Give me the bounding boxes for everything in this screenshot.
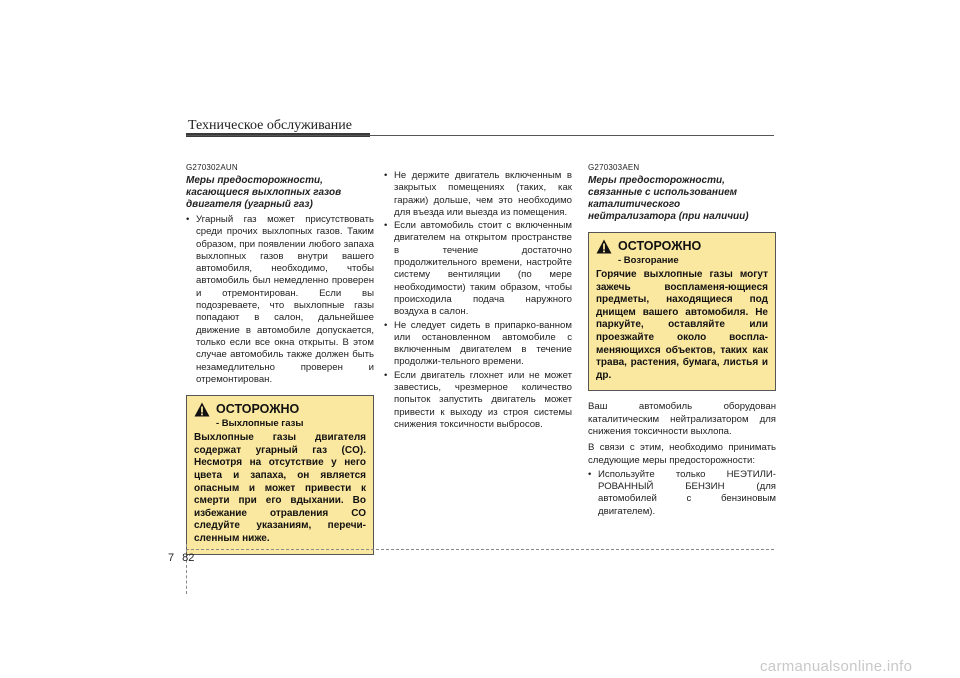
list-item: • Используйте только НЕЭТИЛИ-РОВАННЫЙ БЕНЗИН (для автомобилей с бензиновым двигателем). [588, 469, 776, 518]
warning-subtitle: - Возгорание [618, 255, 679, 266]
paragraph: В связи с этим, необходимо принимать следующие меры предосторожности: [588, 442, 776, 466]
paragraph: Ваш автомобиль оборудован каталитическим нейтрализатором для снижения токсичности выхлопа. [588, 401, 776, 437]
section-title-line: Меры предосторожности, [186, 175, 323, 186]
warning-box-fire [588, 232, 776, 391]
warning-box-exhaust [186, 395, 374, 554]
page-number [168, 552, 194, 564]
section-code: G270302AUN [186, 163, 238, 172]
section-title-line: двигателя (угарный газ) [186, 199, 313, 210]
list-item: • Не следует сидеть в припарко-ванном или остановленном автомобиле с включенным двигателем в течение продолжи-тельного времени. [384, 320, 572, 369]
list-item: • Если двигатель глохнет или не может завестись, чрезмерное количество попыток запустить двигатель может привести к выходу из строя системы снижения токсичности выбросов. [384, 370, 572, 431]
section-title-line: связанные с использованием [588, 187, 738, 198]
warning-title: ОСТОРОЖНО [618, 239, 702, 253]
warning-title: ОСТОРОЖНО [216, 402, 300, 417]
bullet-list [588, 469, 776, 518]
section-title [186, 175, 374, 211]
list-item: • Не держите двигатель включенным в закрытых помещениях (таких, как гаражи) дольше, чем это необходимо для въезда или выезда из помещения. [384, 170, 572, 219]
section-title-line: каталитического [588, 199, 681, 210]
page-header-title: Техническое обслуживание [188, 118, 352, 133]
bullet-list [186, 214, 374, 386]
warning-body: Выхлопные газы двигателя содержат угарный газ (CO). Несмотря на отсутствие у него цвета и запаха, он является опасным и может привести к смерти при его вдыхании. Во избежание отравления СО следуйте указаниям, перечи-сленным ниже. [194, 432, 366, 544]
column-3 [588, 163, 776, 519]
section-title-line: касающиеся выхлопных газов [186, 187, 342, 198]
footer-rule [186, 549, 774, 550]
column-1 [186, 163, 374, 555]
watermark: carmanualsonline.info [760, 658, 913, 675]
section-title-line: нейтрализатора (при наличии) [588, 211, 749, 222]
section-title [588, 175, 776, 223]
chapter-number: 7 [168, 552, 175, 564]
warning-triangle-icon [596, 239, 612, 254]
header-rule [186, 135, 774, 136]
page-number-value: 82 [182, 552, 195, 564]
warning-triangle-icon [194, 402, 210, 417]
warning-body: Горячие выхлопные газы могут зажечь воспламеня-ющиеся предметы, находящиеся под днищем вашего автомобиля. Не паркуйте, оставляйте или проезжайте около воспла-меняющихся объектов, таких как трава, растения, бумага, листья и др. [596, 269, 768, 381]
warning-subtitle: - Выхлопные газы [216, 418, 304, 430]
section-title-line: Меры предосторожности, [588, 175, 725, 186]
column-2 [384, 170, 572, 432]
list-item: • Угарный газ может присутствовать среди прочих выхлопных газов. Таким образом, при появлении любого запаха выхлопных газов внутри вашего автомобиля, необходимо, чтобы автомобиль был немедленно проверен и отремонтирован. Если вы подозреваете, что выхлопные газы попадают в салон, дальнейшее движение в автомобиле допускается, только если все окна открыты. В этом случае автомобиль также должен быть незамедлительно проверен и отремонтирован. [186, 214, 374, 386]
section-code: G270303AEN [588, 163, 640, 172]
list-item: • Если автомобиль стоит с включенным двигателем на открытом пространстве в течение достаточно продолжительного времени, настройте систему вентиляции (по мере необходимости) таким образом, чтобы происходила подача наружного воздуха в салон. [384, 220, 572, 318]
bullet-list [384, 170, 572, 431]
